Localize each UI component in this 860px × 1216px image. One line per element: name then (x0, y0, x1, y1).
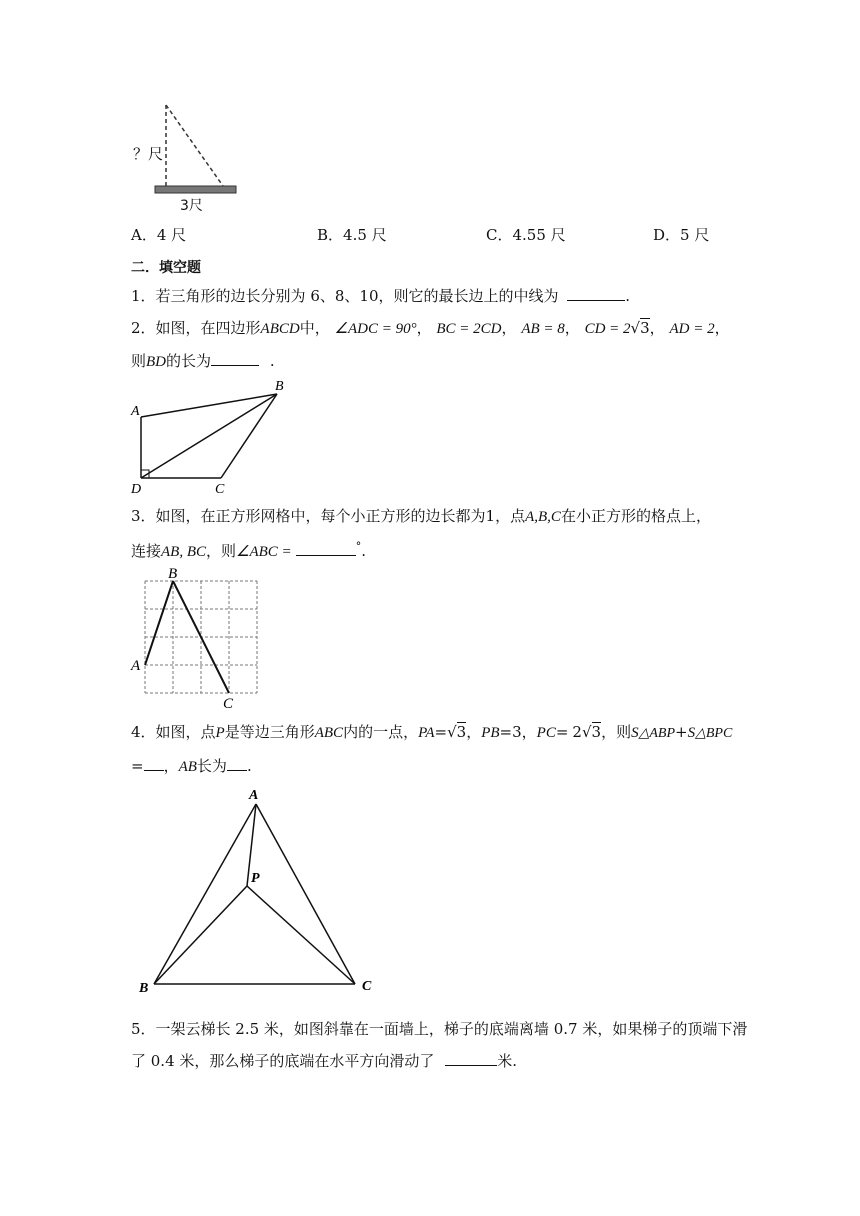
fig2-label-a: A (131, 404, 140, 419)
q4-line1-pre: 4．如图，点 (131, 723, 216, 741)
q2-sep5: ， (714, 319, 730, 337)
choice-d (653, 225, 709, 245)
q4-sqrt2: √ (581, 723, 592, 741)
q2-cond5: AD = 2 (669, 321, 715, 337)
choice-b-letter: B． (317, 226, 344, 244)
fig4-label-c: C (362, 979, 372, 994)
q4-length-blank[interactable] (227, 755, 247, 771)
question-5-line-1: 5．一架云梯长 2.5 米，如图斜靠在一面墙上，梯子的底端离墙 0.7 米，如果梯子的顶端下滑 (131, 1020, 748, 1038)
q3-segs: AB, BC (161, 544, 207, 560)
choice-c (486, 225, 566, 245)
q4-pc: PC (536, 725, 556, 741)
choice-d-letter: D． (653, 226, 681, 244)
fig4-label-a: A (249, 788, 259, 803)
question-3-line-2 (131, 537, 366, 562)
q4-plus: + (675, 723, 688, 741)
figure-quadrilateral (125, 375, 295, 500)
top-figure-left-label: ？尺 (133, 145, 164, 163)
q4-s1-sub: △ABP (638, 726, 675, 741)
ground-bar (155, 186, 236, 193)
q2-cond2: BC = 2CD (436, 321, 502, 337)
segment-ab (154, 804, 256, 984)
fig3-label-b: B (168, 566, 178, 582)
question-1 (131, 285, 630, 306)
q3-line1-end: 在小正方形的格点上， (560, 507, 711, 525)
q4-line1-mid2: 内的一点， (343, 723, 419, 741)
q3-line1-mid: ，点 (495, 507, 526, 525)
q3-line2-mid: ，则 (206, 542, 237, 560)
q3-unit: 1 (485, 507, 496, 525)
q3-points: A,B,C (525, 509, 561, 525)
q2-cond4: CD = 2 (584, 321, 631, 337)
choice-a-text: 4 尺 (156, 226, 187, 244)
q4-line2-pre: = (131, 757, 144, 775)
fig2-label-c: C (215, 482, 225, 497)
q1-answer-blank[interactable] (567, 285, 625, 301)
q4-pb-val: =3， (499, 723, 537, 741)
q2-sqrt-sign: √ (630, 319, 641, 337)
q2-cond1: ∠ADC = 90° (334, 321, 417, 337)
segment-ab (145, 581, 173, 665)
q3-answer-blank[interactable] (296, 540, 356, 556)
question-2-line-2 (131, 350, 275, 372)
q5-line2-end: 米. (497, 1052, 517, 1070)
q1-text: 1．若三角形的边长分别为 6、8、10，则它的最长边上的中线为 (131, 287, 559, 305)
q4-ab: AB (178, 759, 197, 775)
segment-ab (141, 394, 277, 417)
top-figure-bottom-label: 3尺 (180, 198, 203, 214)
fig3-label-c: C (223, 696, 234, 712)
q2-prefix: 2．如图，在四边形 (131, 319, 261, 337)
q2-bd: BD (146, 354, 167, 370)
q4-s1: S (631, 725, 639, 741)
q2-answer-blank[interactable] (211, 350, 259, 366)
q2-cond3: AB = 8 (521, 321, 565, 337)
q2-line2-pre: 则 (131, 352, 147, 370)
q2-line2-mid: 的长为 (166, 352, 212, 370)
figure-grid (128, 564, 268, 712)
q2-sep3: ， (564, 319, 580, 337)
q4-sep1: ， (466, 723, 482, 741)
choice-c-letter: C． (486, 226, 513, 244)
q4-s2-sub: △BPC (695, 726, 733, 741)
question-4-line-2 (131, 755, 252, 777)
question-3-line-1 (131, 506, 711, 527)
q4-line2-mid: ， (163, 757, 179, 775)
fig3-label-a: A (131, 658, 141, 674)
choice-b-text: 4.5 尺 (343, 226, 387, 244)
q4-line2-mid2: 长为 (196, 757, 227, 775)
choice-d-text: 5 尺 (680, 226, 710, 244)
segment-cb (221, 394, 277, 478)
q4-eq1: = (434, 723, 448, 741)
fig4-label-b: B (139, 981, 149, 996)
q4-p: P (215, 725, 225, 741)
segment-pc (247, 886, 355, 984)
q3-end: . (361, 542, 366, 560)
q4-pb: PB (481, 725, 500, 741)
choice-c-text: 4.55 尺 (512, 226, 566, 244)
choice-a-letter: A． (131, 226, 157, 244)
slanted-dashed-line (166, 105, 223, 186)
q1-end: . (625, 287, 631, 305)
q2-mid: 中， (299, 319, 330, 337)
q4-s2: S (687, 725, 696, 741)
segment-ac (256, 804, 355, 984)
q3-line1-pre: 3．如图，在正方形网格中，每个小正方形的边长都为 (131, 507, 486, 525)
q4-r3-b: 3 (591, 723, 602, 741)
q2-line2-end: . (269, 352, 275, 370)
q4-area-blank[interactable] (144, 755, 164, 771)
section-title: 二．填空题 (131, 260, 201, 276)
segment-bd (141, 394, 277, 478)
question-4-line-1 (131, 722, 732, 744)
q2-quad: ABCD (260, 321, 300, 337)
q3-deg: ° (355, 540, 362, 553)
q4-pc-coef: 2 (572, 723, 582, 741)
q5-line2-pre: 了 0.4 米，那么梯子的底端在水平方向滑动了 (131, 1052, 435, 1070)
question-2-line-1 (131, 318, 730, 339)
q4-end: . (246, 757, 252, 775)
q3-angle: ∠ABC = (236, 544, 292, 560)
q2-sep2: ， (501, 319, 517, 337)
question-5-line-2 (131, 1050, 517, 1071)
q4-then: ，则 (601, 723, 632, 741)
fig2-label-b: B (275, 379, 284, 394)
q4-pa: PA (418, 725, 435, 741)
q4-line1-mid: 是等边三角形 (224, 723, 315, 741)
q5-answer-blank[interactable] (445, 1050, 497, 1066)
fig2-label-d: D (131, 482, 142, 497)
q2-sep4: ， (649, 319, 665, 337)
q4-pc-val: = (555, 723, 569, 741)
choice-a (131, 225, 186, 245)
q4-r3-a: 3 (456, 723, 467, 741)
q2-cond4-radicand: 3 (640, 319, 650, 337)
choice-b (317, 225, 387, 245)
q4-sqrt1: √ (447, 723, 457, 741)
figure-triangle (130, 780, 380, 1000)
q4-tri: ABC (314, 725, 344, 741)
q2-sep1: ， (416, 319, 432, 337)
q3-line2-pre: 连接 (131, 542, 162, 560)
fig4-label-p: P (251, 871, 260, 886)
